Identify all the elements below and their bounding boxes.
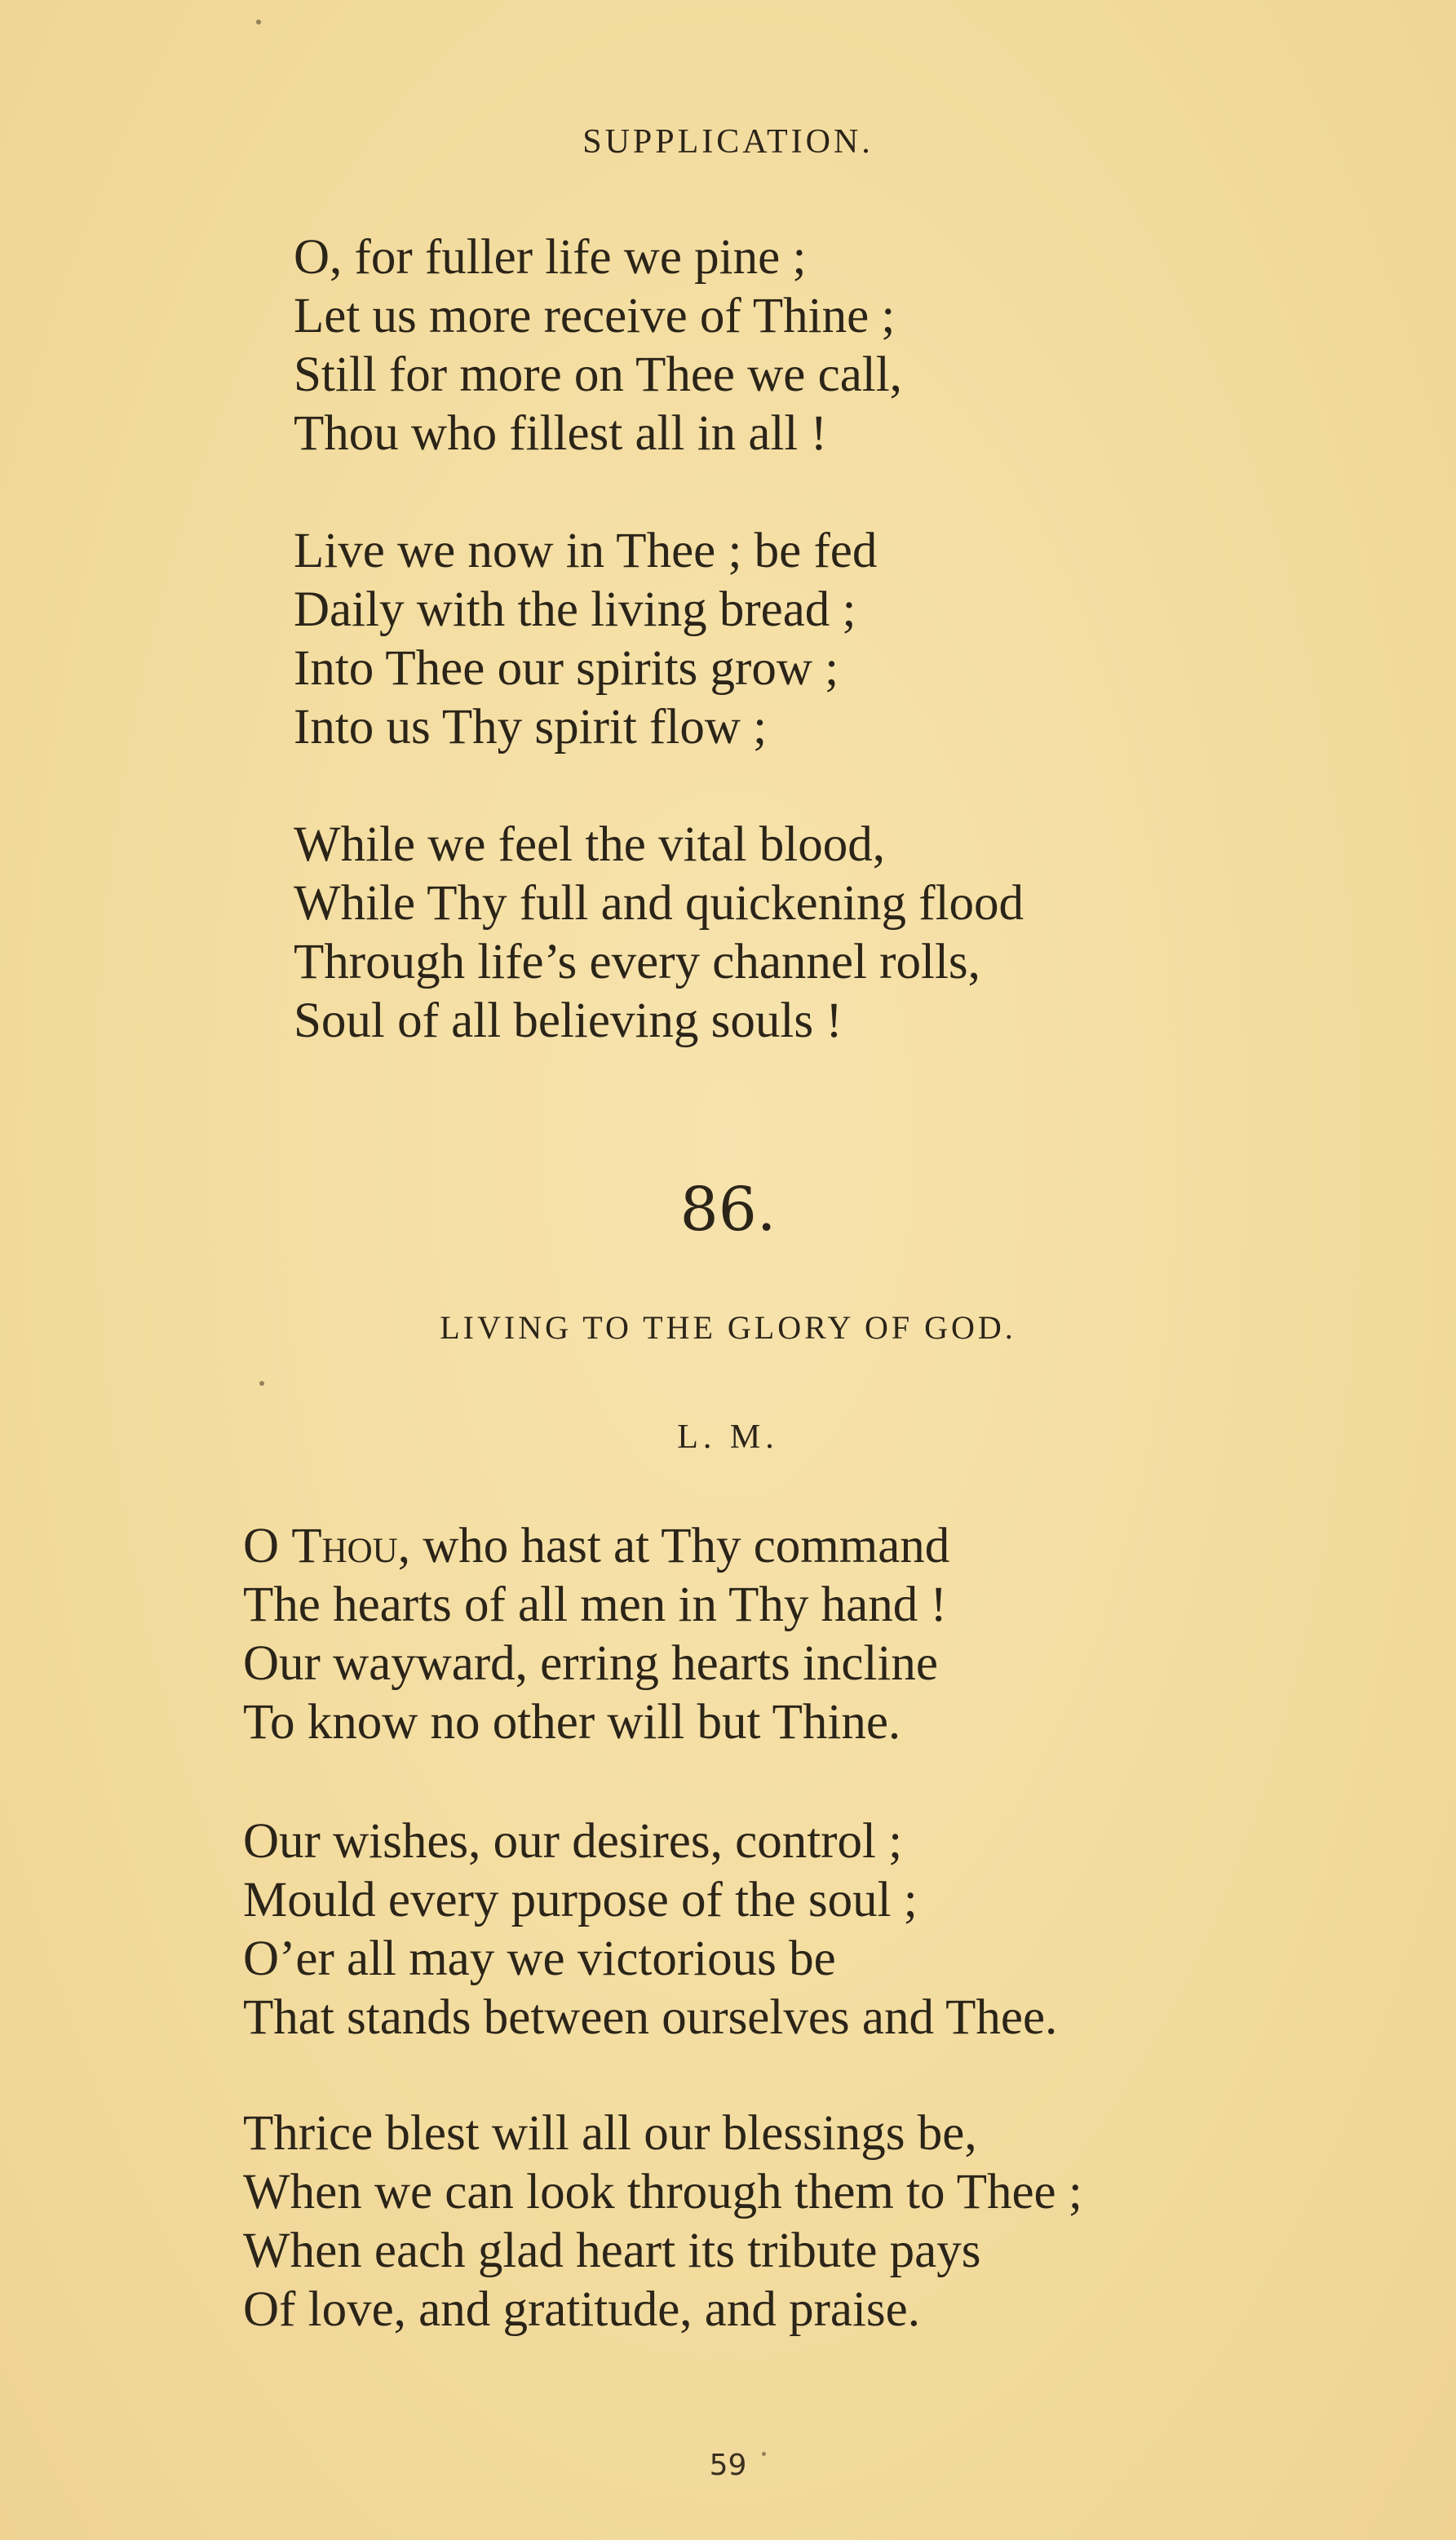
poem-line: Of love, and gratitude, and praise. [243, 2282, 920, 2337]
poem-line: Into Thee our spirits grow ; [294, 641, 839, 696]
poem-line: Let us more receive of Thine ; [294, 289, 896, 343]
poem-line: While we feel the vital blood, [294, 817, 885, 872]
hymn-title: LIVING TO THE GLORY OF GOD. [440, 1309, 1016, 1346]
stanza-3 [294, 816, 1024, 1051]
poem-line: Through life’s every channel rolls, [294, 935, 980, 989]
poem-line: Mould every purpose of the soul ; [243, 1873, 918, 1927]
hymn-stanza-3 [243, 2104, 1082, 2339]
poem-line: O’er all may we victorious be [243, 1932, 836, 1986]
poem-line: O, for fuller life we pine ; [294, 230, 807, 285]
hymn-number: 86. [679, 1175, 777, 1245]
poem-line: To know no other will but Thine. [243, 1695, 901, 1750]
poem-line: When we can look through them to Thee ; [243, 2165, 1082, 2219]
hymn-stanza-1 [243, 1517, 949, 1752]
ink-speck [256, 20, 261, 24]
first-line-caps: Thou [291, 1519, 398, 1573]
poem-line: Our wishes, our desires, control ; [243, 1814, 903, 1869]
hymn-stanza-2 [243, 1812, 1057, 2047]
stanza-1 [294, 228, 902, 463]
running-head: SUPPLICATION. [582, 123, 874, 161]
poem-line: Thrice blest will all our blessings be, [243, 2106, 977, 2161]
ink-speck [259, 1381, 264, 1386]
poem-line: Daily with the living bread ; [294, 582, 856, 637]
first-line-initial: O [243, 1519, 292, 1573]
first-line-rest: , who hast at Thy command [397, 1519, 950, 1573]
poem-line: Our wayward, erring hearts incline [243, 1636, 938, 1691]
poem-line-first [243, 1517, 949, 1576]
hymn-meter: L. M. [677, 1418, 779, 1456]
poem-line: While Thy full and quickening flood [294, 876, 1025, 931]
stanza-2 [294, 522, 877, 757]
page-number: 59 [709, 2449, 747, 2482]
poem-line: Soul of all believing souls ! [294, 993, 843, 1048]
poem-line: Thou who fillest all in all ! [294, 406, 827, 461]
poem-line: That stands between ourselves and Thee. [243, 1990, 1058, 2045]
poem-line: Still for more on Thee we call, [294, 347, 902, 402]
poem-line: The hearts of all men in Thy hand ! [243, 1578, 947, 1632]
poem-line: When each glad heart its tribute pays [243, 2224, 981, 2278]
poem-line: Live we now in Thee ; be fed [294, 524, 878, 578]
poem-line: Into us Thy spirit flow ; [294, 700, 768, 754]
